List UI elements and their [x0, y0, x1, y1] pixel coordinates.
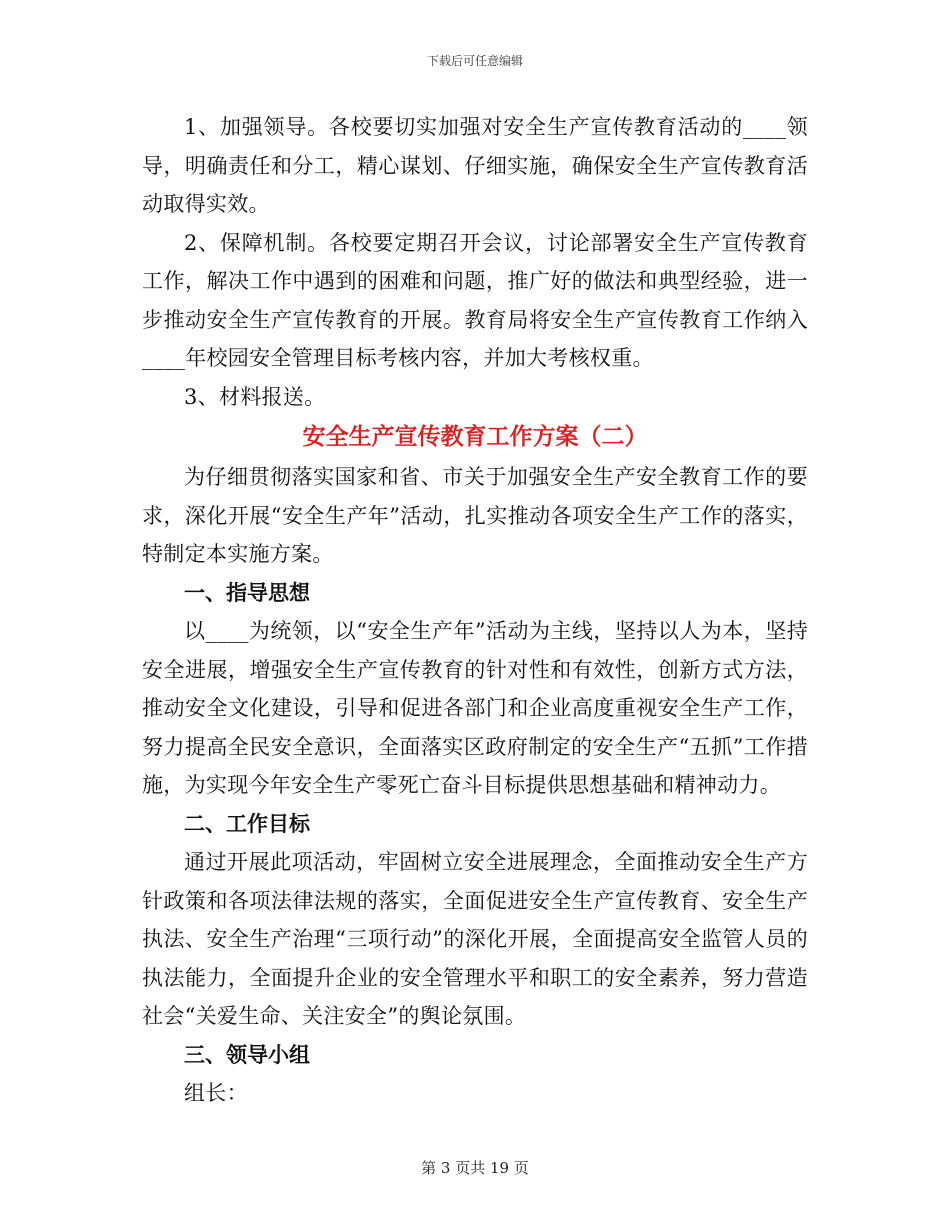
- heading-work-goals: 二、工作目标: [184, 810, 310, 836]
- paragraph-strengthen-leadership: 1、加强领导。各校要切实加强对安全生产宣传教育活动的____领导，明确责任和分工，精心谋划、仔细实施，确保安全生产宣传教育活动取得实效。: [142, 115, 808, 216]
- section-title: 安全生产宣传教育工作方案（二）: [302, 423, 648, 450]
- document-body: [142, 108, 808, 1113]
- paragraph-guarantee-mechanism: 2、保障机制。各校要定期召开会议，讨论部署安全生产宣传教育工作，解决工作中遇到的困难和问题，推广好的做法和典型经验，进一步推动安全生产宣传教育的开展。教育局将安全生产宣传教育工作纳入____年校园安全管理目标考核内容，并加大考核权重。: [142, 230, 808, 370]
- page-header: 下载后可任意编辑: [426, 54, 523, 68]
- page-footer: 第 3 页共 19 页: [421, 1159, 529, 1177]
- heading-leading-group: 三、领导小组: [184, 1041, 310, 1067]
- paragraph-material-submission: 3、材料报送。: [184, 384, 326, 409]
- paragraph-guiding-ideology: 以____为统领，以“安全生产年”活动为主线，坚持以人为本，坚持安全进展，增强安全生产宣传教育的针对性和有效性，创新方式方法，推动安全文化建设，引导和促进各部门和企业高度重视安全生产工作，努力提高全民安全意识，全面落实区政府制定的安全生产“五抓”工作措施，为实现今年安全生产零死亡奋斗目标提供思想基础和精神动力。: [142, 619, 808, 797]
- paragraph-intro: 为仔细贯彻落实国家和省、市关于加强安全生产安全教育工作的要求，深化开展“安全生产年”活动，扎实推动各项安全生产工作的落实，特制定本实施方案。: [142, 465, 808, 566]
- paragraph-work-goals: 通过开展此项活动，牢固树立安全进展理念，全面推动安全生产方针政策和各项法律法规的落实，全面促进安全生产宣传教育、安全生产执法、安全生产治理“三项行动”的深化开展，全面提高安全监管人员的执法能力，全面提升企业的安全管理水平和职工的安全素养，努力营造社会“关爱生命、关注安全”的舆论氛围。: [142, 850, 808, 1028]
- paragraph-group-leader: 组长：: [184, 1081, 248, 1105]
- heading-guiding-ideology: 一、指导思想: [184, 579, 310, 605]
